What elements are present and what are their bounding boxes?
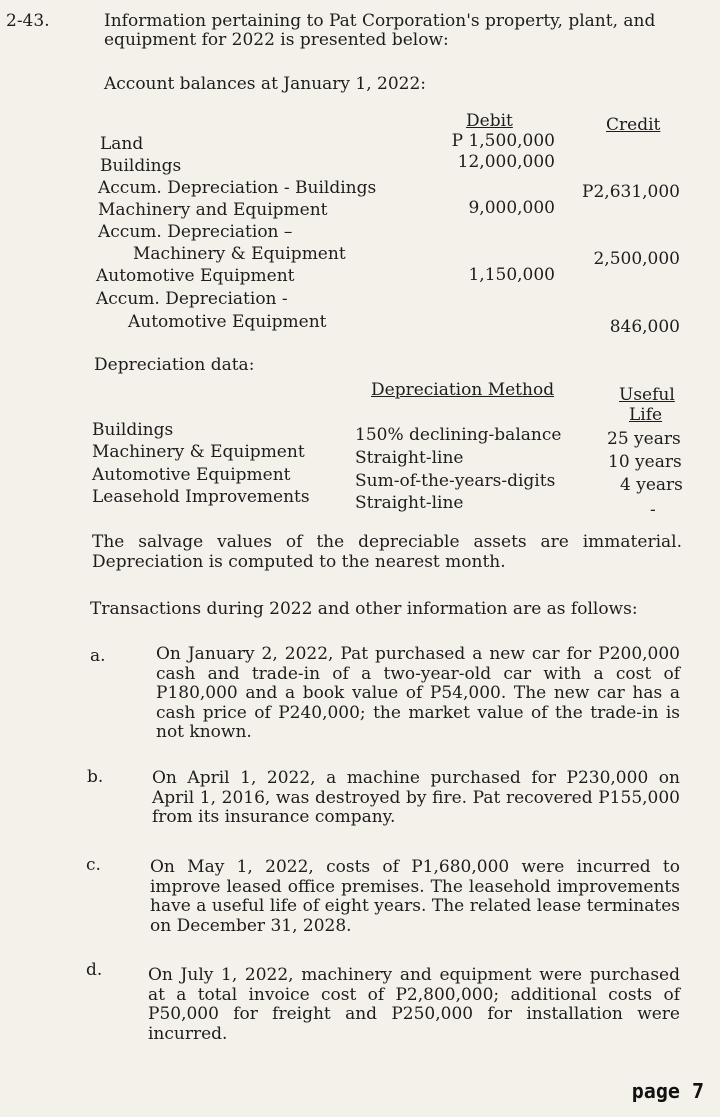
debit-header: Debit xyxy=(466,111,513,131)
credit-header: Credit xyxy=(606,115,661,135)
intro-line-2: equipment for 2022 is presented below: xyxy=(104,30,449,50)
depreciation-heading: Depreciation data: xyxy=(94,355,255,375)
balance-row-label: Buildings xyxy=(100,156,182,176)
transaction-text: On July 1, 2022, machinery and equipment were purchased at a total invoice cost of P2,800,000; additional costs of P50,000 for freight and P250,000 for installation were incurred. xyxy=(148,965,680,1044)
transaction-letter: d. xyxy=(86,960,103,980)
balance-row-debit: 9,000,000 xyxy=(468,198,555,218)
dep-method: Straight-line xyxy=(355,448,464,468)
problem-number: 2-43. xyxy=(6,11,50,31)
balance-row-label: Machinery & Equipment xyxy=(133,244,346,264)
transaction-text: On May 1, 2022, costs of P1,680,000 were incurred to improve leased office premises. The leasehold improvements have a useful life of eight years. The related lease terminates on December 31, 2028. xyxy=(150,857,680,936)
dep-life: 4 years xyxy=(620,475,683,495)
intro-line-1: Information pertaining to Pat Corporation's property, plant, and xyxy=(104,11,656,31)
method-header: Depreciation Method xyxy=(371,380,555,400)
transaction-letter: c. xyxy=(86,855,101,875)
balance-row-debit: 12,000,000 xyxy=(457,152,555,172)
dep-asset: Automotive Equipment xyxy=(92,465,291,485)
balance-row-credit: 2,500,000 xyxy=(593,249,680,269)
life-header-2: Life xyxy=(629,405,663,425)
dep-asset: Machinery & Equipment xyxy=(92,442,305,462)
transaction-text: On January 2, 2022, Pat purchased a new car for P200,000 cash and trade-in of a two-year-old car with a cost of P180,000 and a book value of P54,000. The new car has a cash price of P240,000; the market value of the trade-in is not known. xyxy=(156,644,680,742)
dep-life: 25 years xyxy=(607,429,681,449)
salvage-note: The salvage values of the depreciable assets are immaterial. Depreciation is computed to the nearest month. xyxy=(92,532,682,572)
balance-row-label: Automotive Equipment xyxy=(96,266,295,286)
transaction-letter: a. xyxy=(90,646,106,666)
balance-row-debit: P 1,500,000 xyxy=(451,131,555,151)
dep-method: Sum-of-the-years-digits xyxy=(355,471,556,491)
transactions-heading: Transactions during 2022 and other information are as follows: xyxy=(90,599,638,619)
life-header-1: Useful xyxy=(619,385,675,405)
dep-method: Straight-line xyxy=(355,493,464,513)
page-number: page 7 xyxy=(631,1079,704,1103)
balance-row-credit: P2,631,000 xyxy=(582,182,680,202)
balance-row-debit: 1,150,000 xyxy=(468,265,555,285)
dep-life: 10 years xyxy=(608,452,682,472)
balances-heading: Account balances at January 1, 2022: xyxy=(104,74,427,94)
balance-row-label: Machinery and Equipment xyxy=(98,200,328,220)
balance-row-label: Land xyxy=(100,134,144,154)
transaction-letter: b. xyxy=(87,767,104,787)
dep-method: 150% declining-balance xyxy=(355,425,562,445)
dep-life: - xyxy=(650,500,656,520)
balance-row-label: Accum. Depreciation - Buildings xyxy=(98,178,377,198)
transaction-text: On April 1, 2022, a machine purchased for P230,000 on April 1, 2016, was destroyed by fire. Pat recovered P155,000 from its insurance company. xyxy=(152,768,680,827)
balance-row-label: Accum. Depreciation - xyxy=(96,289,288,309)
balance-row-label: Accum. Depreciation – xyxy=(98,222,293,242)
balance-row-credit: 846,000 xyxy=(609,317,680,337)
dep-asset: Buildings xyxy=(92,420,174,440)
balance-row-label: Automotive Equipment xyxy=(128,312,327,332)
dep-asset: Leasehold Improvements xyxy=(92,487,310,507)
